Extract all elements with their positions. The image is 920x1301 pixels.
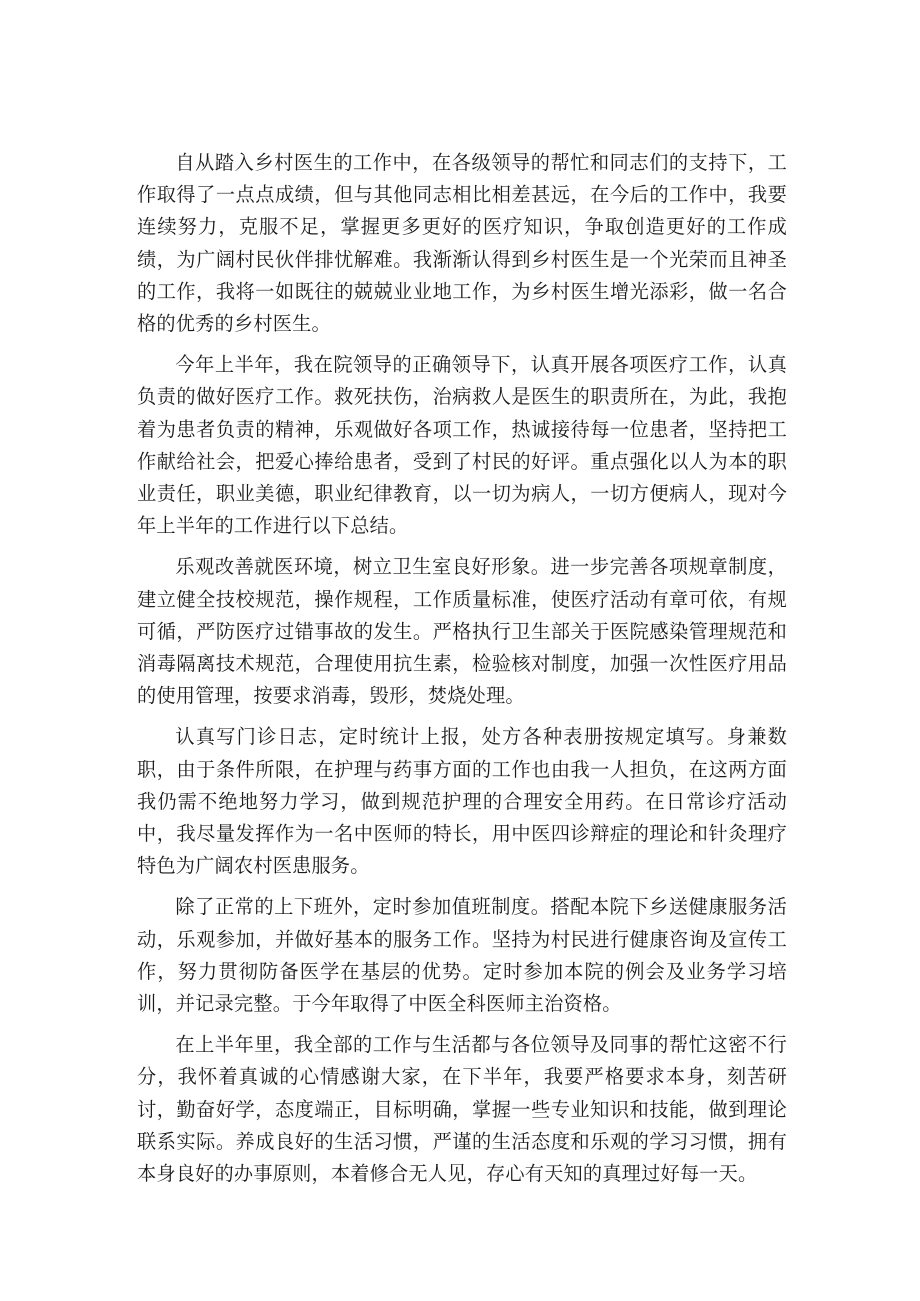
- paragraph-5: 除了正常的上下班外，定时参加值班制度。搭配本院下乡送健康服务活动，乐观参加，并做好基本的服务工作。坚持为村民进行健康咨询及宣传工作，努力贯彻防备医学在基层的优势。定时参加本院的例会及业务学习培训，并记录完整。于今年取得了中医全科医师主治资格。: [137, 895, 787, 1016]
- paragraph-2: 今年上半年，我在院领导的正确领导下，认真开展各项医疗工作，认真负责的做好医疗工作。救死扶伤，治病救人是医生的职责所在，为此，我抱着为患者负责的精神，乐观做好各项工作，热诚接待每一位患者，坚持把工作献给社会，把爱心捧给患者，受到了村民的好评。重点强化以人为本的职业责任，职业美德，职业纪律教育，以一切为病人，一切方便病人，现对今年上半年的工作进行以下总结。: [137, 353, 787, 538]
- paragraph-4: 认真写门诊日志，定时统计上报，处方各种表册按规定填写。身兼数职，由于条件所限，在护理与药事方面的工作也由我一人担负，在这两方面我仍需不绝地努力学习，做到规范护理的合理安全用药。在日常诊疗活动中，我尽量发挥作为一名中医师的特长，用中医四诊辩症的理论和针灸理疗特色为广阔农村医患服务。: [137, 725, 787, 878]
- paragraph-6: 在上半年里，我全部的工作与生活都与各位领导及同事的帮忙这密不行分，我怀着真诚的心情感谢大家，在下半年，我要严格要求本身，刻苦研讨，勤奋好学，态度端正，目标明确，掌握一些专业知识和技能，做到理论联系实际。养成良好的生活习惯，严谨的生活态度和乐观的学习习惯，拥有本身良好的办事原则，本着修合无人见，存心有天知的真理过好每一天。: [137, 1033, 787, 1186]
- document-body: [137, 147, 787, 1199]
- paragraph-1: 自从踏入乡村医生的工作中，在各级领导的帮忙和同志们的支持下，工作取得了一点点成绩，但与其他同志相比相差甚远，在今后的工作中，我要连续努力，克服不足，掌握更多更好的医疗知识，争取创造更好的工作成绩，为广阔村民伙伴排忧解难。我渐渐认得到乡村医生是一个光荣而且神圣的工作，我将一如既往的兢兢业业地工作，为乡村医生增光添彩，做一名合格的优秀的乡村医生。: [137, 151, 787, 336]
- paragraph-3: 乐观改善就医环境，树立卫生室良好形象。进一步完善各项规章制度，建立健全技校规范，操作规程，工作质量标准，使医疗活动有章可依，有规可循，严防医疗过错事故的发生。严格执行卫生部关于医院感染管理规范和消毒隔离技术规范，合理使用抗生素，检验核对制度，加强一次性医疗用品的使用管理，按要求消毒，毁形，焚烧处理。: [137, 555, 787, 708]
